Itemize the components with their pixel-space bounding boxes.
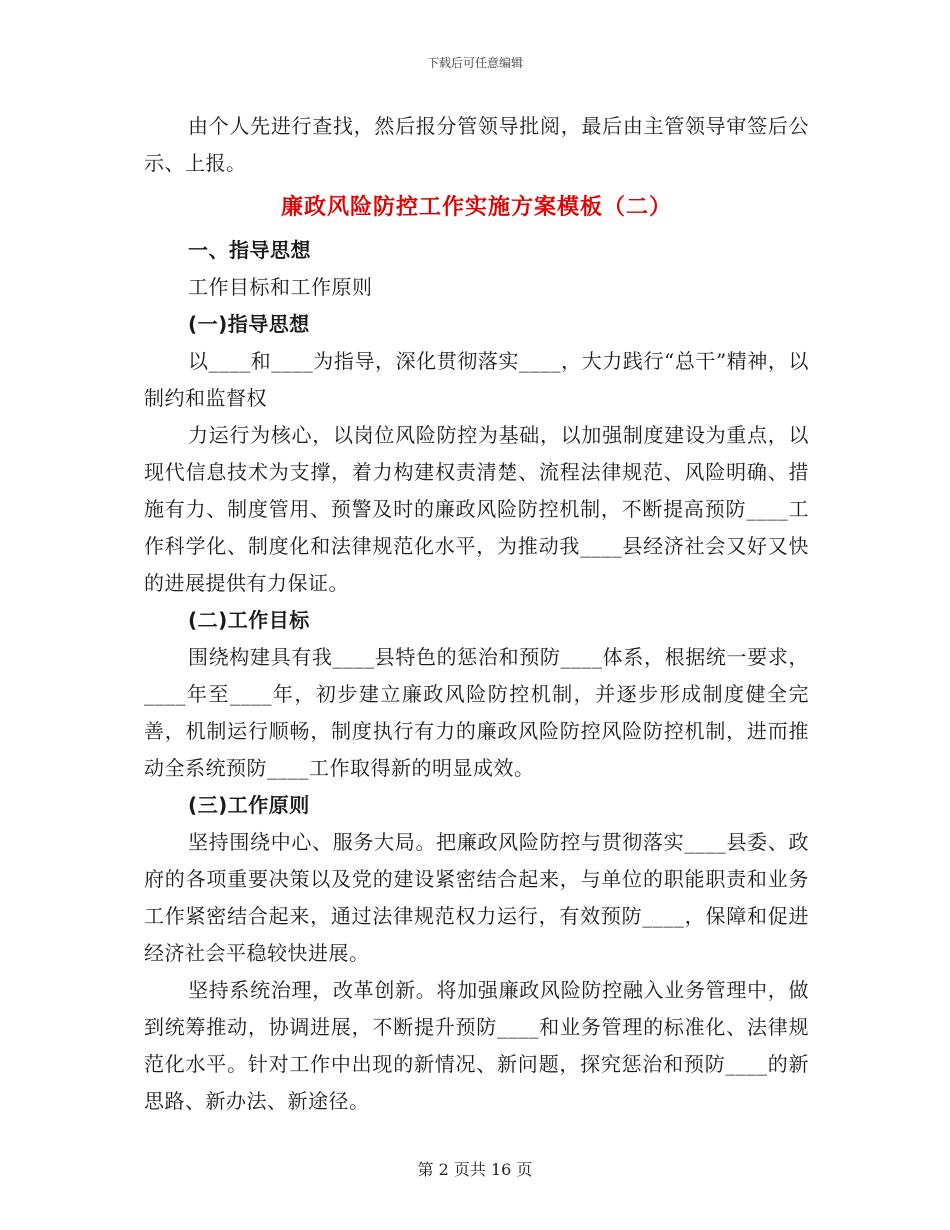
paragraph: 工作目标和工作原则: [188, 275, 373, 299]
subsection-heading: (三)工作原则: [188, 793, 310, 817]
paragraph: 围绕构建具有我____县特色的惩治和预防____体系，根据统一要求，____年至____年，初步建立廉政风险防控机制，并逐步形成制度健全完善，机制运行顺畅，制度执行有力的廉政风险防控风险防控机制，进而推动全系统预防____工作取得新的明显成效。: [144, 645, 809, 780]
document-title: 廉政风险防控工作实施方案模板（二）: [280, 195, 672, 220]
subsection-heading: (二)工作目标: [188, 608, 310, 632]
subsection-heading: (一)指导思想: [188, 312, 310, 336]
paragraph: 由个人先进行查找，然后报分管领导批阅，最后由主管领导审签后公示、上报。: [144, 114, 809, 175]
page-header: 下载后可任意编辑: [426, 56, 523, 70]
page-footer: 第 2 页共 16 页: [417, 1160, 533, 1179]
document-body: [144, 108, 809, 1120]
paragraph: 坚持围绕中心、服务大局。把廉政风险防控与贯彻落实____县委、政府的各项重要决策以及党的建设紧密结合起来，与单位的职能职责和业务工作紧密结合起来，通过法律规范权力运行，有效预防____，保障和促进经济社会平稳较快进展。: [144, 830, 809, 965]
paragraph: 坚持系统治理，改革创新。将加强廉政风险防控融入业务管理中，做到统筹推动，协调进展，不断提升预防____和业务管理的标准化、法律规范化水平。针对工作中出现的新情况、新问题，探究惩治和预防____的新思路、新办法、新途径。: [144, 978, 809, 1113]
paragraph: 以____和____为指导，深化贯彻落实____，大力践行“总干”精神，以制约和监督权: [144, 349, 809, 410]
paragraph: 力运行为核心，以岗位风险防控为基础，以加强制度建设为重点，以现代信息技术为支撑，着力构建权责清楚、流程法律规范、风险明确、措施有力、制度管用、预警及时的廉政风险防控机制，不断提高预防____工作科学化、制度化和法律规范化水平，为推动我____县经济社会又好又快的进展提供有力保证。: [144, 423, 809, 595]
section-heading: 一、指导思想: [188, 238, 311, 262]
